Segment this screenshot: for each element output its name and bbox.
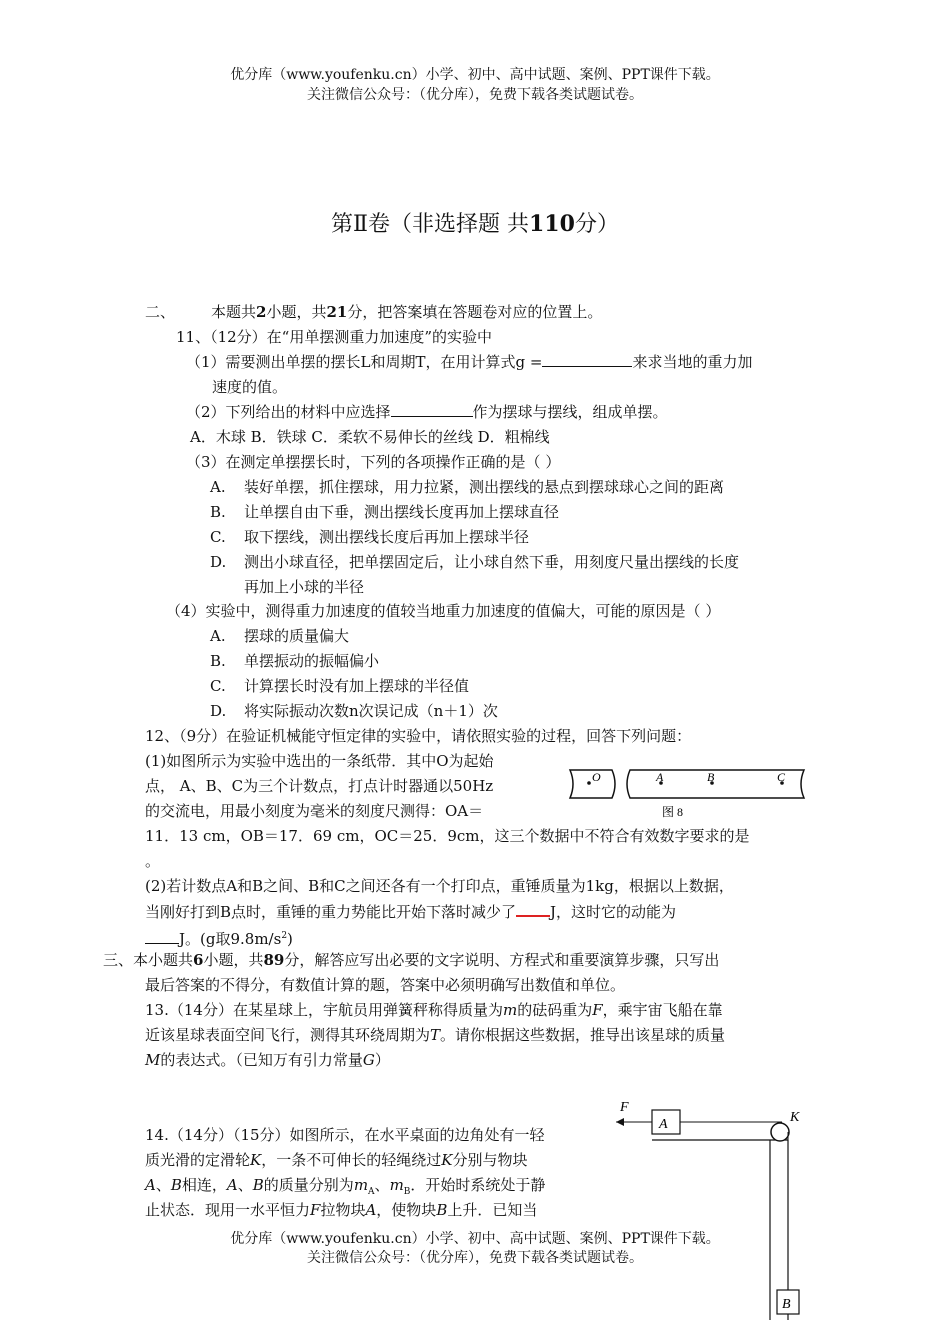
section-2-count: 2	[256, 303, 267, 321]
q14-3f: ．开始时系统处于静	[410, 1176, 546, 1194]
q13-line-2	[145, 1025, 725, 1045]
q11-part3: （3）在测定单摆摆长时，下列的各项操作正确的是（ ）	[186, 453, 561, 471]
section-3-score: 89	[263, 951, 285, 969]
q13-T: T	[430, 1026, 441, 1044]
q11-part4-B: 单摆振动的振幅偏小	[244, 652, 380, 670]
q11-part4-D: 将实际振动次数n次误记成（n＋1）次	[244, 702, 498, 720]
q11-part2	[186, 402, 668, 422]
q14-2b: ，一条不可伸长的轻绳绕过	[261, 1151, 442, 1169]
q11-part4: （4）实验中，测得重力加速度的值较当地重力加速度的值偏大，可能的原因是（ ）	[166, 602, 721, 620]
block-B-label: B	[782, 1297, 791, 1312]
q14-A-2: A	[226, 1176, 238, 1194]
q11-part3-D: 测出小球直径，把单摆固定后，让小球自然下垂，用刻度尺量出摆线的长度	[244, 553, 740, 571]
q14-sep-2: 、	[237, 1176, 253, 1194]
q14-mB-sub: B	[403, 1187, 411, 1197]
q13-1b: 的砝码重为	[517, 1001, 593, 1019]
title-number: 110	[529, 211, 575, 237]
block-A-label: A	[659, 1117, 668, 1132]
section-3-a: 三、本小题共	[103, 951, 194, 969]
paper-tape-figure	[566, 766, 810, 824]
page-title	[0, 209, 950, 240]
q11-part1-cont: 速度的值。	[212, 378, 288, 396]
q12-line-8-b: )	[287, 930, 293, 948]
q13-F: F	[592, 1001, 603, 1019]
q14-mA-sub: A	[368, 1187, 375, 1197]
q12-line-3: 的交流电，用最小刻度为毫米的刻度尺测得：OA＝	[145, 802, 484, 820]
answer-blank-red[interactable]	[516, 901, 550, 917]
pulley-wheel	[771, 1123, 789, 1141]
q11-part4-C-label: C.	[210, 677, 226, 695]
q11-part3-B-label: B.	[210, 503, 226, 521]
q14-2a: 质光滑的定滑轮	[145, 1151, 251, 1169]
q13-line-1	[145, 1000, 723, 1020]
section-3-heading	[103, 950, 719, 970]
q13-3b: ）	[374, 1051, 390, 1069]
q13-2a: 近该星球表面空间飞行，测得其环绕周期为	[145, 1026, 431, 1044]
q11-part1-b: 来求当地的重力加	[632, 353, 753, 371]
q11-part4-D-label: D.	[210, 702, 227, 720]
q13-1c: ，乘宇宙飞船在靠	[602, 1001, 723, 1019]
q14-comma: 、	[374, 1176, 390, 1194]
label-C: C	[777, 770, 786, 784]
q12-line-2: 点， A、B、C为三个计数点，打点计时器通以50Hz	[145, 777, 494, 795]
title-post: 分）	[574, 212, 619, 237]
q13-line-3	[145, 1050, 390, 1070]
q11-part4-B-label: B.	[210, 652, 226, 670]
q12-heading: 12、（9分）在验证机械能守恒定律的实验中，请依照实验的过程，回答下列问题：	[145, 727, 692, 745]
q14-B: B	[170, 1176, 182, 1194]
q12-line-1: (1)如图所示为实验中选出的一条纸带．其中O为起始	[145, 752, 494, 770]
q14-K-2: K	[441, 1151, 453, 1169]
section-2-number: 二、	[145, 303, 176, 321]
section-2-pre: 本题共	[211, 303, 257, 321]
q14-4b: 拉物块	[320, 1201, 366, 1219]
answer-blank[interactable]	[542, 352, 632, 367]
header-line-1: 优分库（www.youfenku.cn）小学、初中、高中试题、案例、PPT课件下载。	[230, 67, 720, 83]
footer-line-2: 关注微信公众号：（优分库），免费下载各类试题试卷。	[307, 1250, 643, 1266]
header-line-2: 关注微信公众号：（优分库），免费下载各类试题试卷。	[307, 87, 643, 103]
q12-line-7-b: J，这时它的动能为	[550, 903, 677, 921]
q11-part3-D-label: D.	[210, 553, 227, 571]
q14-4a: 止状态．现用一水平恒力	[145, 1201, 311, 1219]
q11-part4-C: 计算摆长时没有加上摆球的半径值	[244, 677, 470, 695]
section-2-post: 分，把答案填在答题卷对应的位置上。	[347, 303, 603, 321]
q13-M: M	[145, 1051, 161, 1069]
point-O-dot	[587, 781, 591, 785]
q14-3e: 的质量分别为	[263, 1176, 354, 1194]
label-O: O	[592, 770, 601, 784]
q14-3d: 相连，	[181, 1176, 227, 1194]
title-pre: 第Ⅱ卷（非选择题 共	[331, 212, 529, 237]
q12-line-7	[145, 901, 676, 922]
q12-line-8	[145, 926, 293, 949]
q11-part3-C: 取下摆线，测出摆线长度后再加上摆球半径	[244, 528, 530, 546]
q14-mB: m	[389, 1176, 404, 1194]
q14-line-4	[145, 1200, 537, 1220]
section-2-heading	[145, 302, 602, 322]
q12-line-6: (2)若计数点A和B之间、B和C之间还各有一个打印点，重锤质量为1kg，根据以上数据，	[145, 877, 734, 895]
q12-line-8-sup: 2	[281, 931, 288, 941]
footer-line-1: 优分库（www.youfenku.cn）小学、初中、高中试题、案例、PPT课件下载。	[230, 1231, 720, 1247]
q14-line-2	[145, 1150, 527, 1170]
q11-part1	[186, 352, 752, 372]
answer-blank[interactable]	[391, 402, 473, 417]
q11-part2-options: A．木球 B．铁球 C．柔软不易伸长的丝线 D．粗棉线	[190, 428, 550, 446]
q14-2c: 分别与物块	[452, 1151, 528, 1169]
section-3-line-2: 最后答案的不得分，有数值计算的题，答案中必须明确写出数值和单位。	[145, 976, 626, 994]
answer-blank[interactable]	[145, 929, 179, 944]
section-2-score: 21	[326, 303, 348, 321]
pulley-label: K	[790, 1110, 800, 1125]
q14-K: K	[250, 1151, 262, 1169]
q12-line-7-a: 当刚好打到B点时，重锤的重力势能比开始下落时减少了	[145, 903, 517, 921]
q12-line-5: 。	[145, 852, 161, 870]
q14-4d: 上升．已知当	[447, 1201, 538, 1219]
force-label: F	[620, 1100, 629, 1115]
q12-line-4: 11．13 cm，OB＝17．69 cm，OC＝25．9cm，这三个数据中不符合有效数字要求的是	[145, 827, 750, 845]
pulley-figure	[612, 1094, 812, 1320]
q11-part4-A-label: A.	[210, 627, 226, 645]
q13-2b: 。请你根据这些数据，推导出该星球的质量	[440, 1026, 726, 1044]
figure-caption: 图 8	[662, 805, 684, 819]
q14-4c: ，使物块	[376, 1201, 437, 1219]
q11-part3-C-label: C.	[210, 528, 226, 546]
q11-part3-A-label: A.	[210, 478, 226, 496]
q11-part2-b: 作为摆球与摆线，组成单摆。	[472, 403, 668, 421]
q11-part4-A: 摆球的质量偏大	[244, 627, 350, 645]
section-3-c: 小题，共	[203, 951, 264, 969]
q11-heading: 11、（12分）在“用单摆测重力加速度”的实验中	[176, 328, 493, 346]
q12-line-8-a: J。(g取9.8m/s	[179, 930, 282, 948]
label-B: B	[707, 770, 715, 784]
q13-3: 的表达式。（已知万有引力常量	[160, 1051, 363, 1069]
label-A: A	[656, 770, 664, 784]
q14-mA: m	[353, 1176, 369, 1194]
q13-1a: 13.（14分）在某星球上，宇航员用弹簧秤称得质量为	[145, 1001, 503, 1019]
section-3-count: 6	[193, 951, 204, 969]
section-2-mid: 小题，共	[266, 303, 327, 321]
q14-sep: 、	[155, 1176, 171, 1194]
q14-B-2: B	[252, 1176, 264, 1194]
q14-A: A	[145, 1176, 156, 1194]
q14-F: F	[310, 1201, 321, 1219]
q14-A-3: A	[365, 1201, 377, 1219]
q11-part3-B: 让单摆自由下垂，测出摆线长度再加上摆球直径	[244, 503, 560, 521]
q13-m: m	[502, 1001, 518, 1019]
q14-line-3	[145, 1175, 545, 1202]
q14-line-1: 14.（14分）（15分）如图所示，在水平桌面的边角处有一轻	[145, 1126, 545, 1144]
q11-part3-A: 装好单摆，抓住摆球，用力拉紧，测出摆线的悬点到摆球球心之间的距离	[244, 478, 725, 496]
force-arrow-head	[616, 1118, 624, 1126]
q14-B-3: B	[436, 1201, 448, 1219]
q11-part2-a: （2）下列给出的材料中应选择	[186, 403, 391, 421]
section-3-e: 分，解答应写出必要的文字说明、方程式和重要演算步骤，只写出	[284, 951, 720, 969]
q11-part1-a: （1）需要测出单摆的摆长L和周期T，在用计算式g =	[186, 353, 543, 371]
q11-part3-D-cont: 再加上小球的半径	[244, 578, 365, 596]
q13-G: G	[362, 1051, 375, 1069]
